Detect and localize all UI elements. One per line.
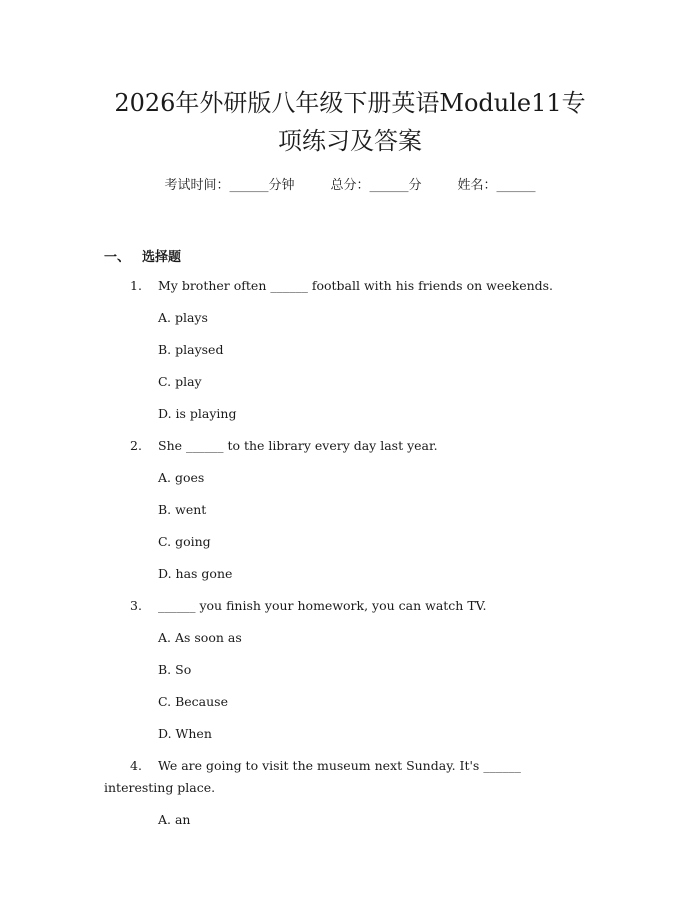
option-b: B. So bbox=[158, 662, 192, 677]
option-d: D. has gone bbox=[158, 566, 233, 581]
option-c: C. play bbox=[158, 374, 202, 389]
document-title bbox=[104, 0, 596, 160]
question-text: She ______ to the library every day last year. bbox=[158, 438, 438, 453]
exam-time: 考试时间：______分钟 bbox=[164, 178, 295, 193]
option-b: B. playsed bbox=[158, 342, 224, 357]
option-c: C. Because bbox=[158, 694, 228, 709]
question-3 bbox=[104, 595, 596, 745]
option-a: A. goes bbox=[158, 470, 205, 485]
question-1 bbox=[104, 275, 596, 425]
question-text-continued: interesting place. bbox=[104, 780, 216, 795]
section-number: 一、 bbox=[104, 250, 131, 265]
question-stem bbox=[104, 755, 596, 777]
title-line-2: 项练习及答案 bbox=[278, 127, 422, 155]
question-4 bbox=[104, 755, 596, 831]
option-b: B. went bbox=[158, 502, 207, 517]
option-c: C. going bbox=[158, 534, 211, 549]
option-a: A. plays bbox=[158, 310, 208, 325]
question-2 bbox=[104, 435, 596, 585]
section-heading bbox=[104, 246, 596, 265]
question-text: ______ you finish your homework, you can watch TV. bbox=[158, 598, 487, 613]
section-label: 选择题 bbox=[142, 250, 182, 265]
question-stem bbox=[104, 595, 596, 617]
option-a: A. As soon as bbox=[158, 630, 242, 645]
question-number: 3. bbox=[130, 598, 142, 613]
option-d: D. is playing bbox=[158, 406, 237, 421]
question-stem bbox=[104, 435, 596, 457]
student-name: 姓名：______ bbox=[457, 178, 536, 193]
option-d: D. When bbox=[158, 726, 212, 741]
exam-info bbox=[104, 176, 596, 196]
question-number: 4. bbox=[130, 758, 142, 773]
question-stem bbox=[104, 275, 596, 297]
exam-score: 总分：______分 bbox=[330, 178, 422, 193]
title-line-1: 2026年外研版八年级下册英语Module11专 bbox=[114, 89, 586, 117]
question-text: My brother often ______ football with his friends on weekends. bbox=[158, 278, 554, 293]
question-number: 2. bbox=[130, 438, 142, 453]
question-number: 1. bbox=[130, 278, 142, 293]
question-text: We are going to visit the museum next Sunday. It's ______ bbox=[158, 758, 521, 773]
option-a: A. an bbox=[158, 812, 191, 827]
